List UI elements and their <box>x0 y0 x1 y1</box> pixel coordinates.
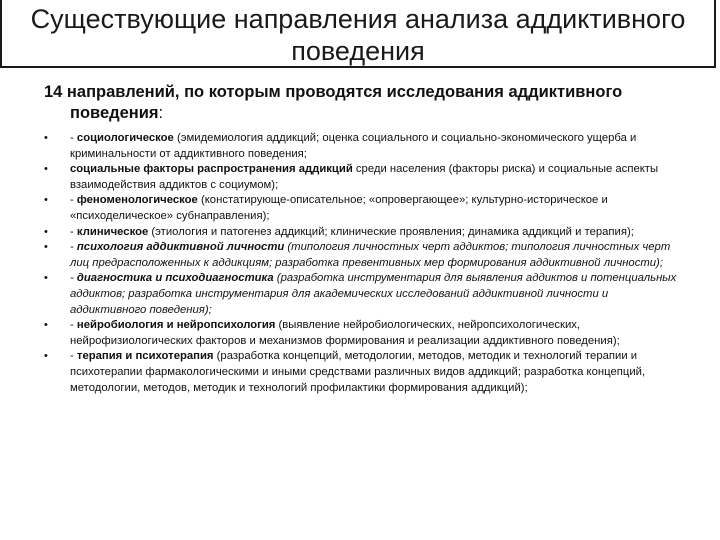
bullet-icon: • <box>44 272 48 285</box>
bullet-icon: • <box>44 194 48 207</box>
item-heading: клиническое <box>76 225 149 238</box>
subtitle-colon: : <box>158 104 164 122</box>
item-heading: нейробиология и нейропсихология <box>76 319 276 332</box>
item-text: (этиология и патогенез аддикций; клинические проявления; динамика аддикций и терапия); <box>148 225 634 238</box>
bullet-icon: • <box>44 132 48 144</box>
list-item <box>44 193 684 224</box>
item-prefix: - <box>70 132 77 144</box>
item-heading: терапия и психотерапия <box>76 350 214 363</box>
item-text: (констатирующе-описательное; «опровергающее»; культурно-историческое и «психоделическое» субнаправления); <box>70 194 608 222</box>
subtitle-line2: поведения <box>70 104 159 122</box>
item-heading: социологическое <box>76 132 174 144</box>
list-item <box>44 131 684 162</box>
item-text: (эмидемиология аддикций; оценка социального и социально-экономического ущерба и криминальности от аддиктивного поведения; <box>70 132 637 160</box>
item-heading: феноменологическое <box>76 194 198 207</box>
item-heading: социальные факторы распространения аддикций <box>70 163 353 176</box>
item-heading: диагностика и психодиагностика <box>76 272 274 285</box>
item-text: (разработка инструментария для выявления аддиктов и потенциальных аддиктов; разработка инструментария для академических исследований аддиктивной личности и аддиктивного поведения); <box>70 272 677 316</box>
directions-list <box>44 131 684 396</box>
item-heading: психология аддиктивной личности <box>76 241 285 254</box>
item-prefix: - <box>70 319 77 332</box>
slide-title-line2: поведения <box>291 36 425 66</box>
slide-subtitle <box>44 82 684 124</box>
bullet-icon: • <box>44 319 48 332</box>
bullet-icon: • <box>44 225 48 238</box>
subtitle-line1: 14 направлений, по которым проводятся исследования аддиктивного <box>44 83 623 101</box>
bullet-icon: • <box>44 163 48 176</box>
item-text: (типология личностных черт аддиктов; типология личностных черт лиц предрасположенных к аддикциям; разработка превентивных мер формирования аддиктивной личности); <box>70 241 671 269</box>
list-item <box>44 240 684 271</box>
item-text: (разработка концепций, методологии, методов, методик и технологий терапии и психотерапии фармакологическими и иными средствами различных видов аддикций; разработка концепций, методологии, методов, методик и технологий профилактики формирования аддикций); <box>70 350 646 394</box>
slide-title <box>0 0 716 68</box>
item-prefix: - <box>70 225 77 238</box>
list-item <box>44 225 684 241</box>
item-prefix: - <box>70 272 77 285</box>
item-prefix: - <box>70 194 77 207</box>
item-text: среди населения (факторы риска) и социальные аспекты взаимодействия аддиктов с социумом); <box>70 163 659 191</box>
subtitle-line2-wrap <box>44 103 684 124</box>
list-item <box>44 349 684 396</box>
list-item <box>44 271 684 318</box>
bullet-icon: • <box>44 350 48 363</box>
item-prefix: - <box>70 350 77 363</box>
item-prefix: - <box>70 241 77 254</box>
list-item <box>44 162 684 193</box>
bullet-icon: • <box>44 241 48 254</box>
list-item <box>44 318 684 349</box>
item-text: (выявление нейробиологических, нейропсихологических, нейрофизиологических факторов и механизмов формирования и реализации аддиктивного поведения); <box>70 319 620 347</box>
slide-title-line1: Существующие направления анализа аддиктивного <box>30 4 686 34</box>
